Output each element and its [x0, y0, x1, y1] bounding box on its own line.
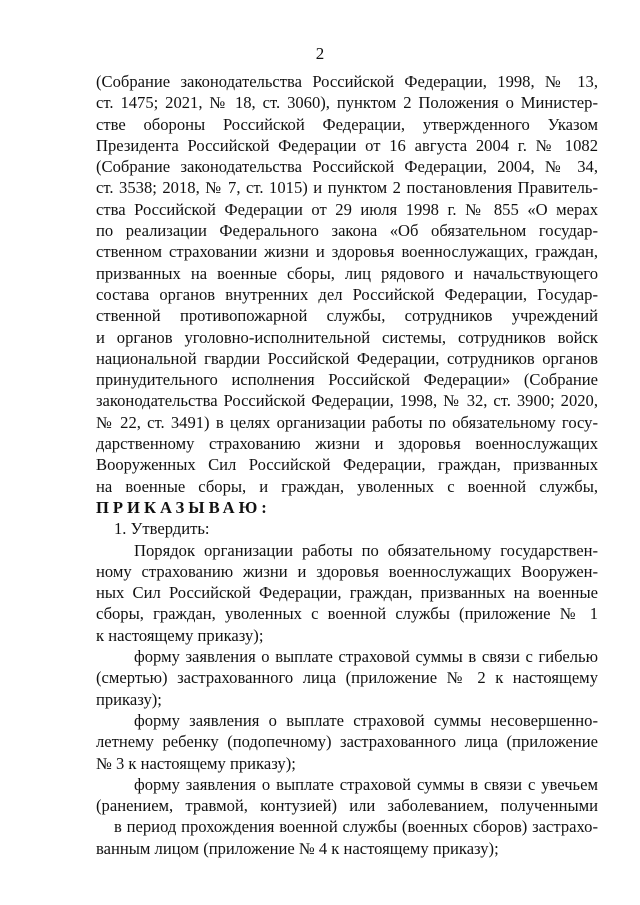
paragraph-1-line: к настоящему приказу); — [96, 625, 264, 645]
text-line: Вооруженных Сил Российской Федерации, граждан, призванных — [96, 455, 598, 475]
text-line: стве обороны Российской Федерации, утвержденного Указом — [96, 114, 598, 134]
text-line: ст. 1475; 2021, № 18, ст. 3060), пунктом 2 Положения о Министер- — [96, 93, 598, 113]
text-line: ственном страховании жизни и здоровья военнослужащих, граждан, — [96, 242, 598, 262]
text-line: (Собрание законодательства Российской Федерации, 2004, № 34, — [96, 157, 598, 177]
text-line: (Собрание законодательства Российской Федерации, 1998, № 13, — [96, 72, 598, 91]
text-line: дарственному страхованию жизни и здоровья военнослужащих — [96, 434, 598, 454]
text-line: № 22, ст. 3491) в целях организации работы по обязательному госу- — [96, 412, 598, 432]
text-line: ст. 3538; 2018, № 7, ст. 1015) и пунктом 2 постановления Правитель- — [96, 178, 598, 198]
text-line: законодательства Российской Федерации, 1998, № 32, ст. 3900; 2020, — [96, 391, 598, 411]
text-line: национальной гвардии Российской Федерации, сотрудников органов — [96, 348, 598, 368]
paragraph-1-line: ных Сил Российской Федерации, граждан, призванных на военные — [96, 583, 598, 603]
paragraph-1-line: сборы, граждан, уволенных с военной службы (приложение № 1 — [96, 604, 598, 624]
paragraph-3-line: № 3 к настоящему приказу); — [96, 753, 296, 773]
text-line: принудительного исполнения Российской Федерации» (Собрание — [96, 370, 598, 390]
text-line: и органов уголовно-исполнительной системы, сотрудников войск — [96, 327, 598, 347]
document-body — [96, 71, 598, 859]
paragraph-2-line: форму заявления о выплате страховой суммы в связи с гибелью — [134, 647, 598, 667]
text-line: ственной противопожарной службы, сотрудников учреждений — [96, 306, 598, 326]
order-line — [96, 497, 598, 518]
paragraph-2-line: приказу); — [96, 689, 162, 709]
text-line: ства Российской Федерации от 29 июля 1998 г. № 855 «О мерах — [96, 199, 598, 219]
paragraph-4-line: в период прохождения военной службы (военных сборов) застрахо- — [114, 817, 598, 837]
text-line: состава органов внутренних дел Российской Федерации, Государ- — [96, 284, 598, 304]
text-line: на военные сборы, и граждан, уволенных с военной службы, — [96, 476, 598, 496]
page-number: 2 — [315, 44, 325, 63]
item-1: 1. Утвердить: — [114, 519, 210, 539]
paragraph-4-line: ванным лицом (приложение № 4 к настоящему приказу); — [96, 838, 499, 858]
paragraph-2-line: (смертью) застрахованного лица (приложение № 2 к настоящему — [96, 668, 598, 688]
order-word: ПРИКАЗЫВАЮ: — [96, 497, 271, 517]
text-line: призванных на военные сборы, лиц рядового и начальствующего — [96, 263, 598, 283]
paragraph-4-line: форму заявления о выплате страховой суммы в связи с увечьем — [134, 774, 598, 794]
paragraph-4-line: (ранением, травмой, контузией) или заболеванием, полученными — [96, 796, 598, 816]
paragraph-1-line: ному страхованию жизни и здоровья военнослужащих Вооружен- — [96, 561, 598, 581]
paragraph-3-line: форму заявления о выплате страховой суммы несовершенно- — [134, 710, 598, 730]
text-line: Президента Российской Федерации от 16 августа 2004 г. № 1082 — [96, 135, 598, 155]
paragraph-3-line: летнему ребенку (подопечному) застрахованного лица (приложение — [96, 732, 598, 752]
paragraph-1-line: Порядок организации работы по обязательному государствен- — [134, 540, 598, 560]
text-line: по реализации Федерального закона «Об обязательном государ- — [96, 221, 598, 241]
